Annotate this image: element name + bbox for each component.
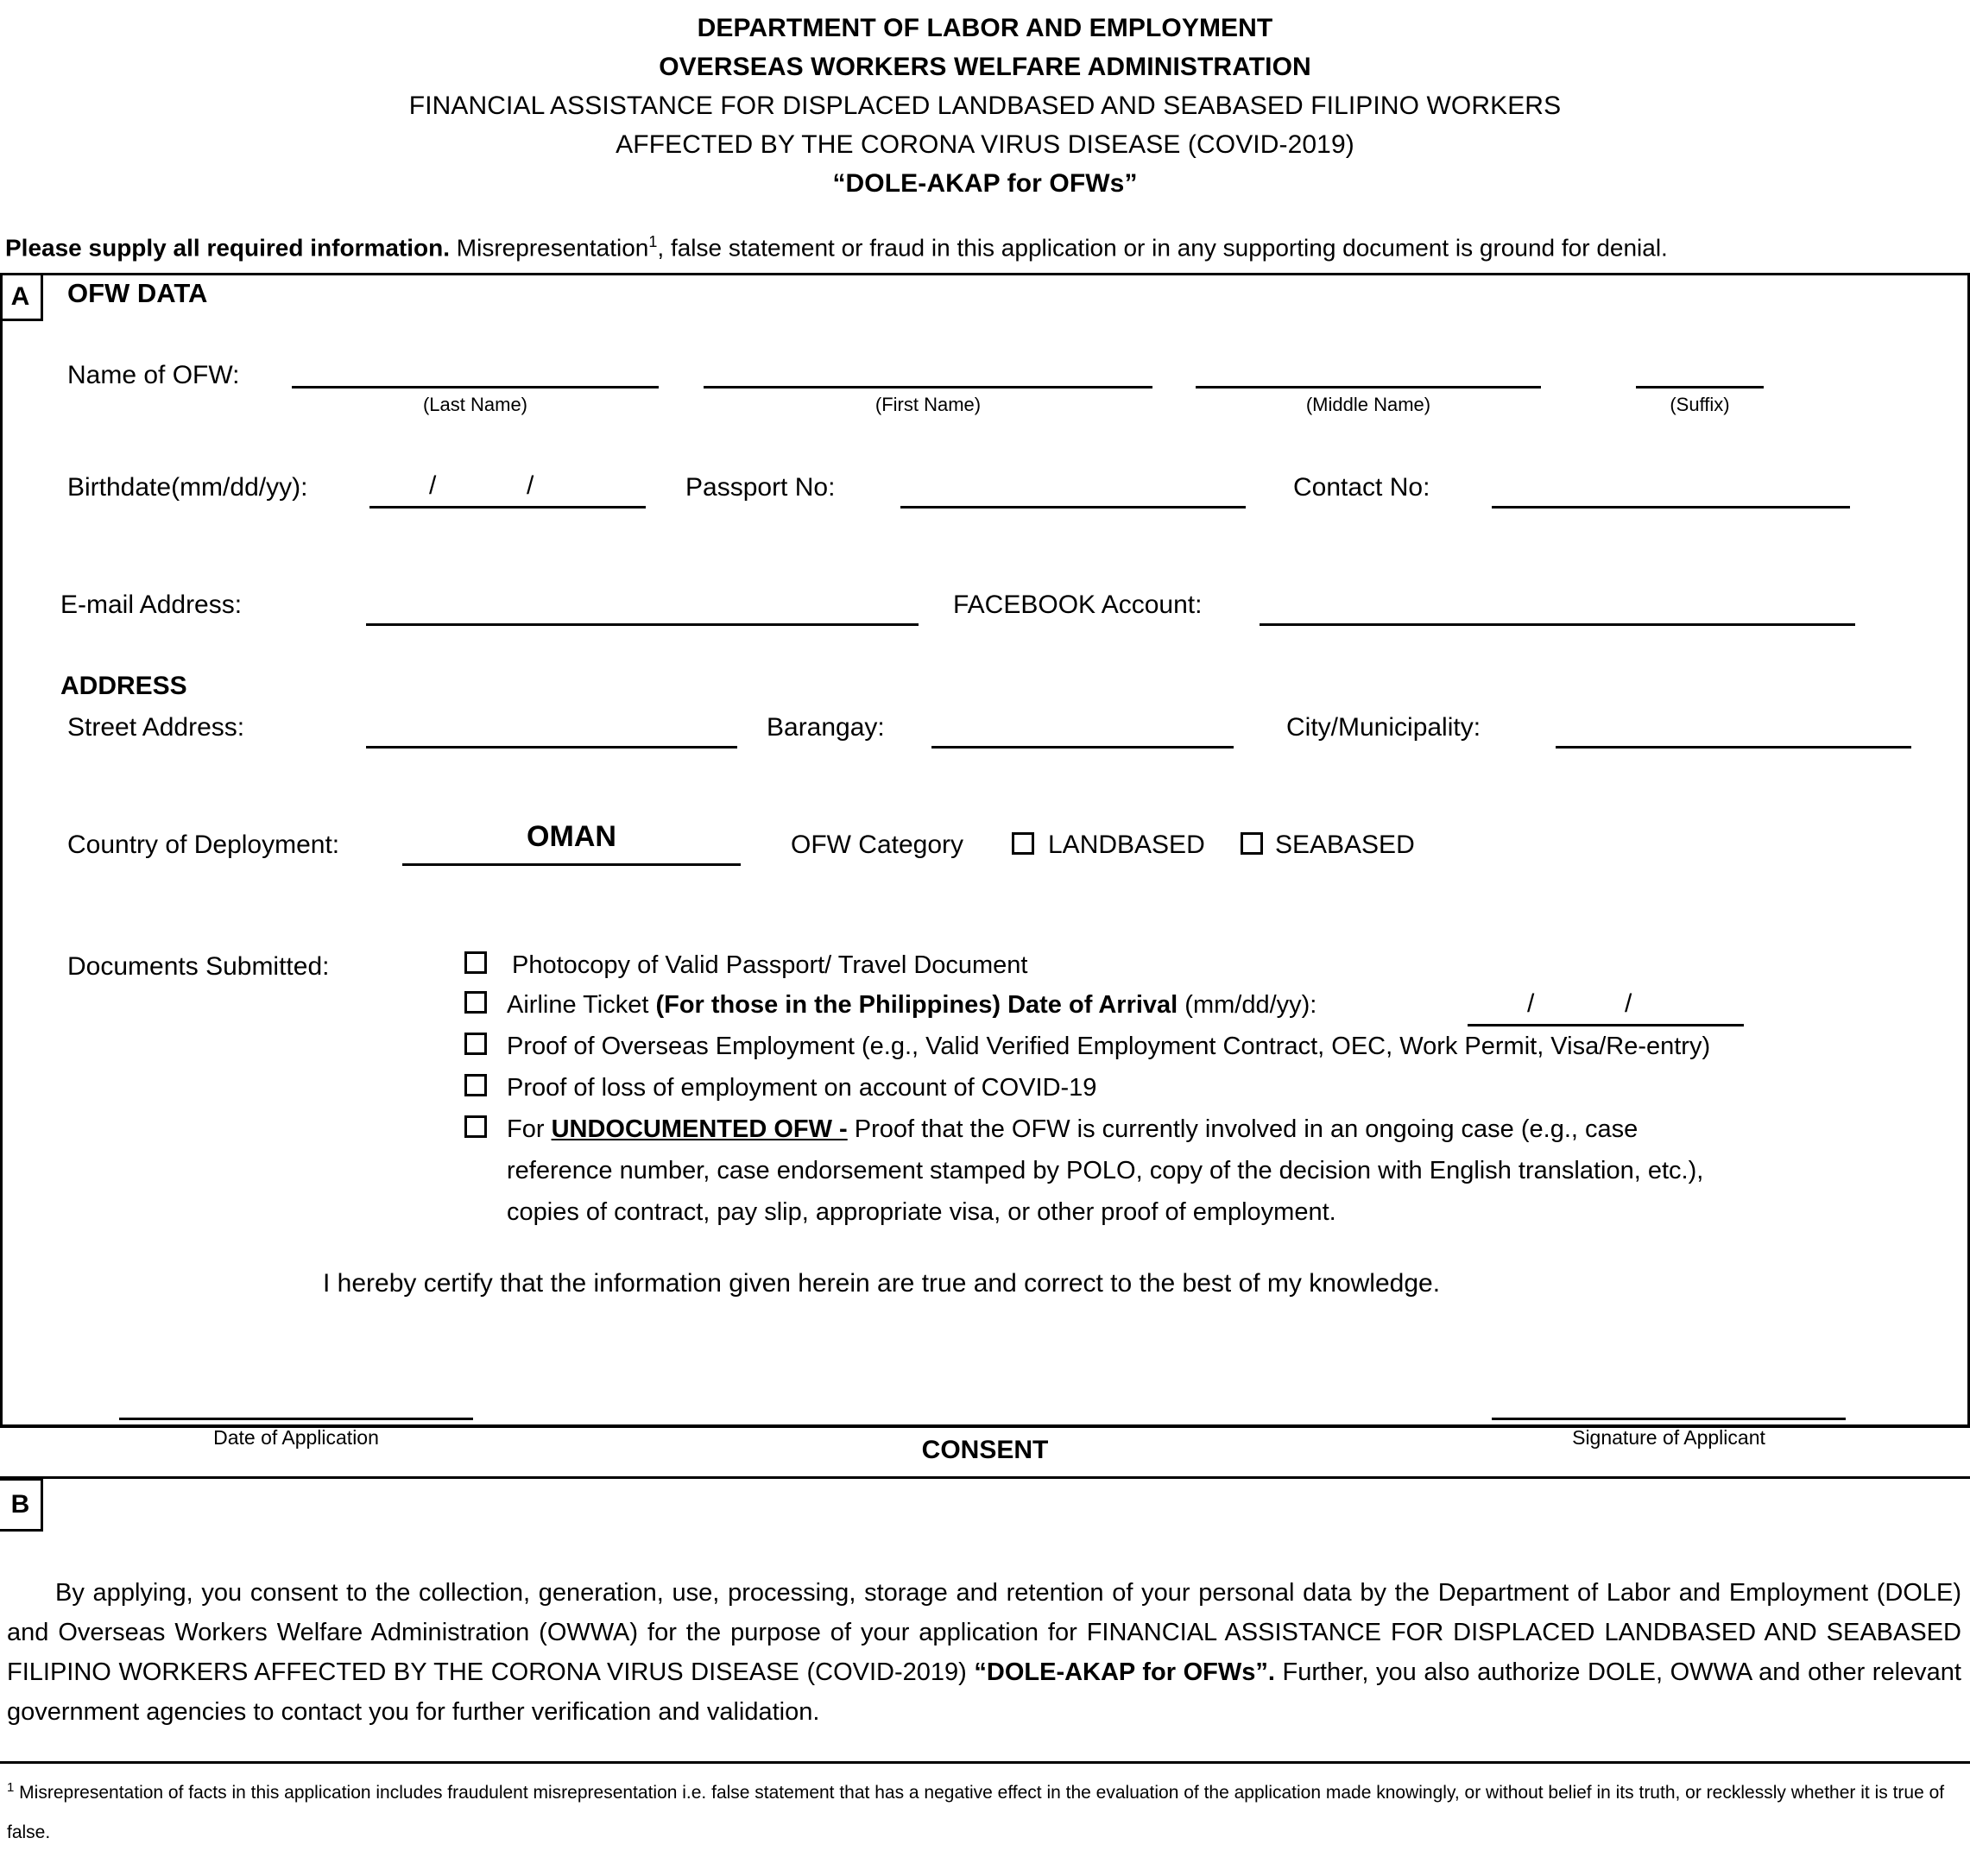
country-of-deployment-input[interactable] <box>402 863 741 866</box>
section-a-top-rule <box>0 273 1970 275</box>
footnote-text: Misrepresentation of facts in this application includes fraudulent misrepresentation i.e. false statement that has a negative effect in the evaluation of the application made knowingly, or without belief in its truth, or recklessly whether it is true of false. <box>7 1783 1945 1842</box>
birthdate-label: Birthdate(mm/dd/yy): <box>67 473 308 502</box>
facebook-account-label: FACEBOOK Account: <box>953 591 1203 619</box>
section-a-bottom-rule <box>0 1424 1970 1428</box>
date-of-arrival-separator-1: / <box>1527 989 1535 1018</box>
notice-footnote-marker: 1 <box>648 233 658 250</box>
consent-text-a: By applying, you consent to the collection, generation, use, processing, storage and retention of your personal data by the Department of Labor and Employment (DOLE) and Overseas Workers Welfare Administration (OWWA) for the purpose of your application for FINANCIAL ASSISTANCE FOR DISPLACED LANDBASED AND SEABASED FILIPINO WORKERS AFFECTED BY THE CORONA VIRUS DISEASE (COVID-2019) <box>7 1579 1961 1686</box>
footnote-marker: 1 <box>7 1780 15 1795</box>
section-b-letter: B <box>10 1490 30 1519</box>
header-line-agency: OVERSEAS WORKERS WELFARE ADMINISTRATION <box>659 53 1311 81</box>
section-b-top-rule <box>0 1476 1970 1479</box>
certification-statement: I hereby certify that the information given herein are true and correct to the best of my knowledge. <box>323 1269 1441 1298</box>
required-info-notice <box>0 227 1970 268</box>
signature-of-applicant-input[interactable] <box>1492 1418 1846 1420</box>
section-a-letter: A <box>10 282 30 311</box>
doc-item-proof-overseas-employment <box>507 1034 1710 1059</box>
suffix-input[interactable] <box>1636 386 1764 388</box>
name-of-ofw-label: Name of OFW: <box>67 361 240 389</box>
address-heading: ADDRESS <box>60 672 187 700</box>
checkbox-landbased[interactable] <box>1012 832 1034 855</box>
country-of-deployment-value: OMAN <box>527 820 616 853</box>
street-address-input[interactable] <box>366 746 737 749</box>
label-landbased: LANDBASED <box>1048 831 1205 859</box>
date-of-application-input[interactable] <box>119 1418 473 1420</box>
checkbox-doc-proof-overseas-employment[interactable] <box>464 1033 487 1055</box>
label-seabased: SEABASED <box>1275 831 1415 859</box>
date-of-arrival-separator-2: / <box>1625 989 1632 1018</box>
checkbox-doc-undocumented-ofw[interactable] <box>464 1115 487 1138</box>
country-of-deployment-label: Country of Deployment: <box>67 831 340 859</box>
middle-name-input[interactable] <box>1196 386 1541 388</box>
notice-text-a: Misrepresentation <box>450 234 649 262</box>
consent-title: CONSENT <box>921 1436 1049 1464</box>
birthdate-separator-1: / <box>429 471 437 500</box>
birthdate-separator-2: / <box>527 471 534 500</box>
consent-text-b: Further, you also authorize DOLE, OWWA and other relevant government agencies to contact you for further verification and validation. <box>7 1658 1961 1726</box>
doc-text-proof-loss-employment: Proof of loss of employment on account of COVID-19 <box>507 1074 1097 1102</box>
passport-no-label: Passport No: <box>685 473 836 502</box>
passport-no-input[interactable] <box>900 506 1246 508</box>
header-line-program-2: AFFECTED BY THE CORONA VIRUS DISEASE (COVID-2019) <box>616 130 1354 159</box>
header-line-program-1: FINANCIAL ASSISTANCE FOR DISPLACED LANDBASED AND SEABASED FILIPINO WORKERS <box>408 92 1562 120</box>
last-name-input[interactable] <box>292 386 659 388</box>
doc-text-undocumented-rest: Proof that the OFW is currently involved in an ongoing case (e.g., case <box>847 1115 1639 1143</box>
city-municipality-label: City/Municipality: <box>1286 713 1481 742</box>
section-b-letter-box <box>0 1478 43 1532</box>
doc-item-airline-ticket <box>507 993 1316 1018</box>
email-address-label: E-mail Address: <box>60 591 243 619</box>
doc-item-passport-photocopy <box>512 953 1028 978</box>
first-name-sublabel: (First Name) <box>875 394 982 415</box>
signature-of-applicant-label: Signature of Applicant <box>1572 1426 1765 1449</box>
section-a-letter-box <box>0 273 43 321</box>
email-address-input[interactable] <box>366 623 919 626</box>
street-address-label: Street Address: <box>67 713 245 742</box>
birthdate-input[interactable] <box>369 506 646 508</box>
notice-bold-text: Please supply all required information. <box>5 234 451 262</box>
doc-text-undocumented-cont-2: copies of contract, pay slip, appropriate visa, or other proof of employment. <box>507 1198 1336 1226</box>
date-of-application-label: Date of Application <box>213 1426 379 1449</box>
doc-text-airline-ticket: Airline Ticket <box>507 991 656 1019</box>
footnote-separator-rule <box>0 1761 1970 1764</box>
documents-submitted-label: Documents Submitted: <box>67 952 330 981</box>
city-municipality-input[interactable] <box>1556 746 1911 749</box>
form-header <box>0 0 1970 203</box>
first-name-input[interactable] <box>704 386 1152 388</box>
doc-text-proof-overseas-employment: Proof of Overseas Employment (e.g., Valid Verified Employment Contract, OEC, Work Permit, Visa/Re-entry) <box>507 1033 1711 1060</box>
footnote <box>7 1768 1961 1853</box>
consent-paragraph <box>7 1573 1961 1732</box>
section-a-title: OFW DATA <box>67 278 208 308</box>
notice-text-b: , false statement or fraud in this application or in any supporting document is ground for denial. <box>657 234 1668 262</box>
ofw-category-label: OFW Category <box>791 831 964 859</box>
doc-text-airline-ticket-bold: (For those in the Philippines) Date of Arrival <box>655 991 1178 1019</box>
checkbox-doc-airline-ticket[interactable] <box>464 991 487 1014</box>
date-of-arrival-input[interactable] <box>1468 1024 1744 1026</box>
doc-text-undocumented-prefix: For <box>507 1115 552 1143</box>
doc-item-undocumented-ofw <box>507 1117 1638 1142</box>
last-name-sublabel: (Last Name) <box>422 394 528 415</box>
checkbox-doc-proof-loss-employment[interactable] <box>464 1074 487 1096</box>
contact-no-input[interactable] <box>1492 506 1850 508</box>
suffix-sublabel: (Suffix) <box>1670 394 1730 415</box>
doc-text-passport-photocopy: Photocopy of Valid Passport/ Travel Document <box>512 951 1028 979</box>
middle-name-sublabel: (Middle Name) <box>1305 394 1431 415</box>
barangay-label: Barangay: <box>767 713 885 742</box>
header-line-department: DEPARTMENT OF LABOR AND EMPLOYMENT <box>697 14 1273 42</box>
doc-item-proof-loss-employment <box>507 1076 1096 1101</box>
doc-text-airline-ticket-dateformat: (mm/dd/yy): <box>1178 991 1317 1019</box>
barangay-input[interactable] <box>931 746 1234 749</box>
header-line-program-short: “DOLE-AKAP for OFWs” <box>832 169 1138 198</box>
checkbox-seabased[interactable] <box>1241 832 1263 855</box>
facebook-account-input[interactable] <box>1260 623 1855 626</box>
section-a-left-border <box>0 273 3 1424</box>
consent-text-program-bold: “DOLE-AKAP for OFWs”. <box>974 1658 1275 1686</box>
contact-no-label: Contact No: <box>1293 473 1430 502</box>
checkbox-doc-passport-photocopy[interactable] <box>464 951 487 974</box>
doc-text-undocumented-emphasis: UNDOCUMENTED OFW - <box>551 1115 848 1143</box>
doc-text-undocumented-cont-1: reference number, case endorsement stamped by POLO, copy of the decision with English translation, etc.), <box>507 1157 1704 1184</box>
